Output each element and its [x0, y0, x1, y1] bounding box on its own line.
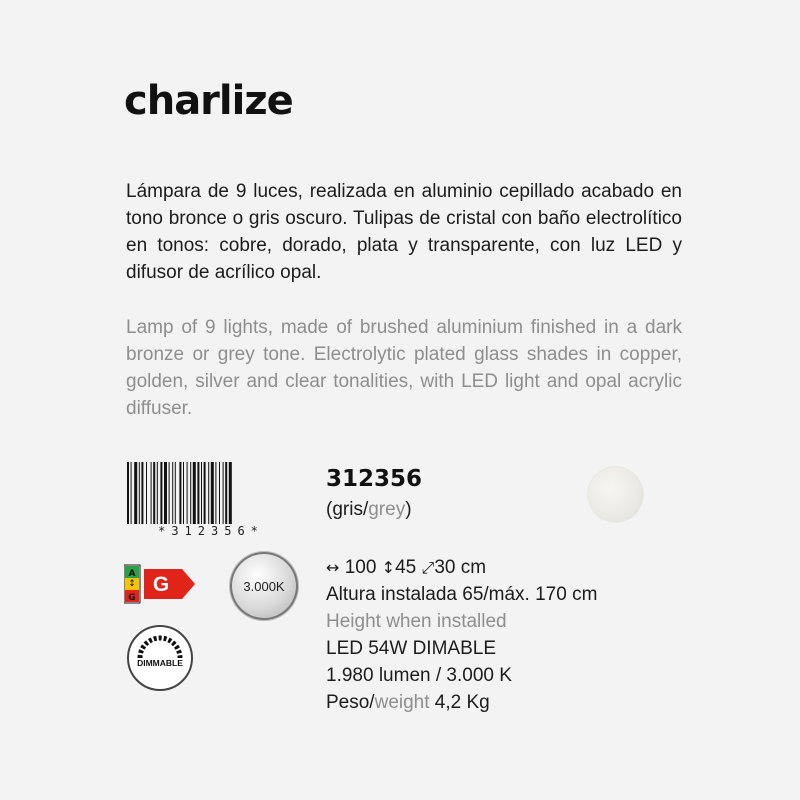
weight-line	[326, 689, 726, 716]
svg-text:↕: ↕	[128, 579, 136, 589]
dimensions-line	[326, 554, 726, 581]
color-temperature-badge: 3.000K	[230, 552, 298, 620]
barcode	[126, 462, 296, 542]
height-value: 45	[395, 557, 417, 578]
product-color	[326, 499, 412, 521]
energy-scale-bottom: G	[128, 593, 136, 603]
product-title: charlize	[124, 78, 293, 124]
description-spanish: Lámpara de 9 luces, realizada en aluminio cepillado acabado en tono bronce o gris oscuro. Tulipas de cristal con baño electrolítico en tonos: cobre, dorado, plata y transparente, con luz LED y difusor de acrílico opal.	[126, 181, 682, 283]
weight-label-es: Peso/	[326, 692, 375, 713]
specifications	[326, 554, 726, 716]
dimmable-label: DIMMABLE	[137, 658, 183, 668]
weight-label-en: weight	[374, 692, 430, 713]
product-code: 312356	[326, 466, 423, 492]
color-open: (gris/	[326, 499, 369, 520]
color-english: grey	[368, 499, 406, 520]
width-value: 100	[344, 557, 377, 578]
energy-scale-top: A	[128, 569, 136, 579]
height-arrow-icon: ↕	[381, 558, 396, 577]
lumen-spec: 1.980 lumen / 3.000 K	[326, 665, 512, 686]
finish-swatch	[588, 467, 643, 522]
led-spec: LED 54W DIMABLE	[326, 638, 496, 659]
depth-arrow-icon: ⤢	[421, 558, 435, 577]
weight-value: 4,2 Kg	[434, 692, 490, 713]
depth-value: 30 cm	[434, 557, 487, 578]
energy-label-icon	[124, 563, 196, 605]
installed-height-en: Height when installed	[326, 611, 507, 632]
color-close: )	[405, 499, 412, 520]
width-arrow-icon: ↔	[326, 558, 340, 577]
barcode-bars	[126, 462, 296, 524]
description-english: Lamp of 9 lights, made of brushed aluminium finished in a dark bronze or grey tone. Electrolytic plated glass shades in copper, golden, silver and clear tonalities, with LED light and opal acrylic diffuser.	[126, 317, 682, 419]
installed-height-es: Altura instalada 65/máx. 170 cm	[326, 584, 598, 605]
energy-class: G	[152, 573, 170, 596]
dimmable-icon	[126, 624, 194, 692]
barcode-text: *312356*	[158, 524, 264, 538]
